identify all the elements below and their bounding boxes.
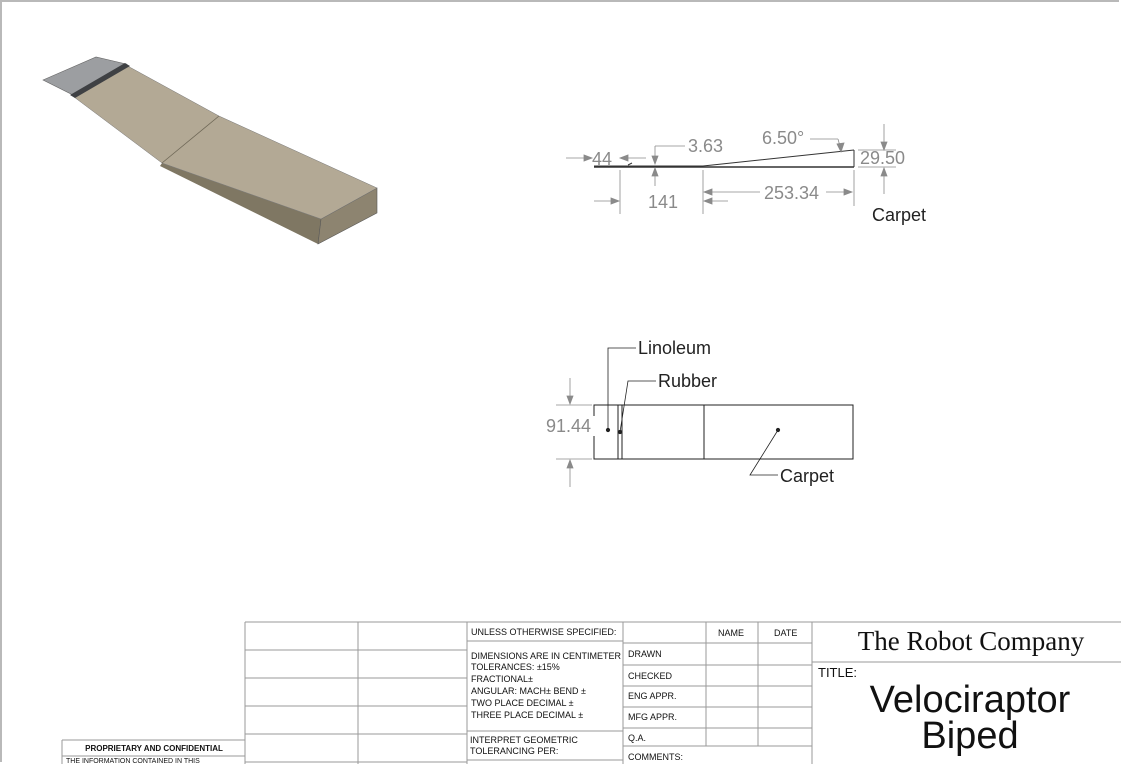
leader-carpet — [750, 430, 778, 475]
arrow-2950b — [881, 168, 887, 176]
isometric-view — [43, 57, 377, 244]
tolerances-text: TOLERANCES: ±15% — [471, 662, 560, 672]
date-header: DATE — [774, 628, 798, 638]
dim-363: 3.63 — [688, 136, 724, 156]
row-checked: CHECKED — [628, 671, 673, 681]
side-view — [594, 150, 854, 167]
leader-rubber — [620, 381, 656, 432]
side-view-text — [592, 128, 926, 225]
interpret-text: INTERPRET GEOMETRIC — [470, 735, 578, 745]
arrow-141b — [704, 198, 712, 204]
arrow-44b — [620, 155, 628, 161]
label-carpet-top: Carpet — [780, 466, 835, 486]
arrow-angle — [837, 143, 844, 152]
top-outline — [594, 405, 853, 459]
dim-2950: 29.50 — [860, 148, 906, 168]
arrow-9144a — [567, 396, 573, 404]
proprietary-heading: PROPRIETARY AND CONFIDENTIAL — [85, 744, 223, 753]
dot-rubber — [618, 430, 621, 433]
row-qa: Q.A. — [628, 733, 647, 743]
label-carpet-side: Carpet — [872, 205, 927, 225]
unless-text: UNLESS OTHERWISE SPECIFIED: — [471, 627, 617, 637]
arrow-25334b — [844, 189, 852, 195]
dim-angle: 6.50° — [762, 128, 805, 148]
arrow-363 — [652, 156, 658, 164]
title-label: TITLE: — [818, 665, 858, 680]
angular-text: ANGULAR: MACH± BEND ± — [471, 686, 586, 696]
top-view-text — [545, 338, 834, 486]
dim-25334: 253.34 — [764, 183, 820, 203]
profile-bump — [628, 163, 632, 165]
row-eng-appr: ENG APPR. — [628, 691, 677, 701]
drawing-title-line1: Velociraptor — [869, 679, 1071, 721]
drawing-title-line2: Biped — [921, 715, 1019, 757]
row-drawn: DRAWN — [628, 649, 662, 659]
dot-linoleum — [606, 428, 609, 431]
dot-carpet — [776, 428, 779, 431]
label-rubber: Rubber — [658, 371, 718, 391]
label-linoleum: Linoleum — [638, 338, 712, 358]
fractional-text: FRACTIONAL± — [471, 674, 533, 684]
arrow-141a — [611, 198, 619, 204]
row-mfg-appr: MFG APPR. — [628, 712, 678, 722]
dim-44: 44 — [592, 149, 613, 169]
company-name: The Robot Company — [857, 626, 1085, 656]
arrow-44a — [584, 155, 592, 161]
arrow-9144b — [567, 460, 573, 468]
row-comments: COMMENTS: — [628, 752, 683, 762]
dims-in-text: DIMENSIONS ARE IN CENTIMETER — [471, 651, 622, 661]
top-view — [594, 348, 853, 475]
dim-141: 141 — [648, 192, 679, 212]
tolerancing-text: TOLERANCING PER: — [470, 746, 559, 756]
arrow-25334a — [704, 189, 712, 195]
arrow-363b — [652, 168, 658, 176]
side-view-dimensions — [566, 124, 896, 214]
dim-9144: 91.44 — [546, 416, 592, 436]
three-place-text: THREE PLACE DECIMAL ± — [471, 710, 584, 720]
two-place-text: TWO PLACE DECIMAL ± — [471, 698, 574, 708]
name-header: NAME — [718, 628, 745, 638]
proprietary-subtext: THE INFORMATION CONTAINED IN THIS — [66, 758, 200, 765]
